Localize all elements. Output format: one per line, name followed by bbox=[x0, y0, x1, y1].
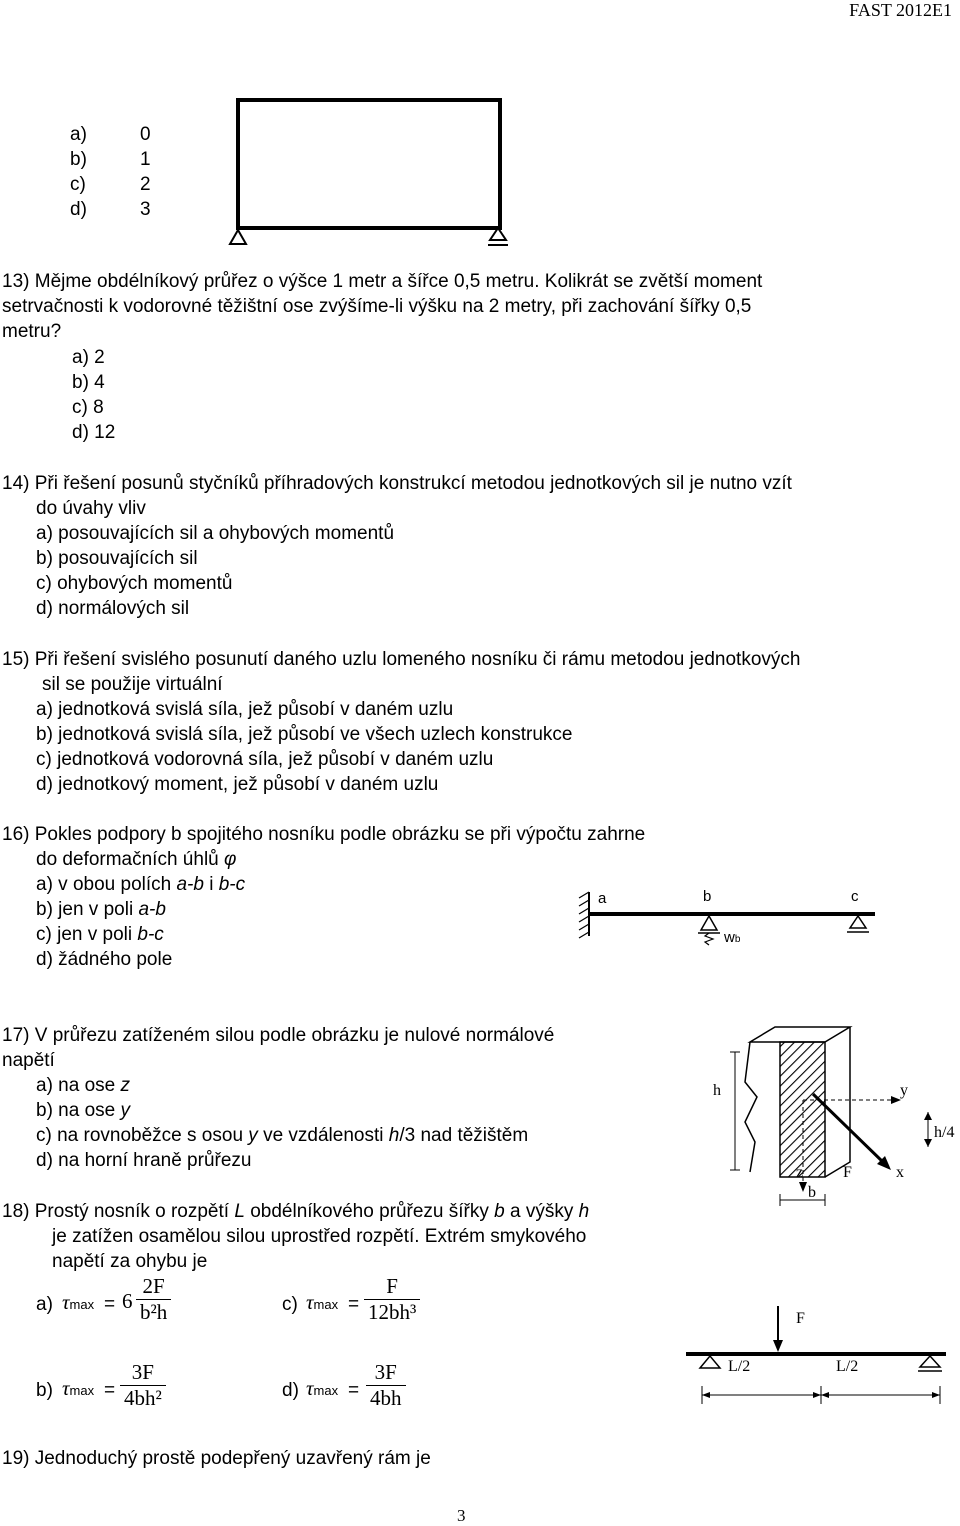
q18-line1: 18) Prostý nosník o rozpětí L obdélníkového průřezu šířky b a výšky h bbox=[2, 1201, 590, 1222]
q14-answer-a: a) posouvajících sil a ohybových momentů bbox=[36, 523, 395, 544]
q18-answer-d-den: 4bh bbox=[366, 1385, 406, 1411]
q13-answer-d: d) 12 bbox=[72, 422, 116, 443]
q18-label-L1: L/2 bbox=[728, 1358, 751, 1375]
q18-answer-b-num: 3F bbox=[131, 1360, 154, 1384]
page-number: 3 bbox=[457, 1506, 466, 1525]
q18-answer-b-fraction bbox=[120, 1360, 166, 1411]
q13-line1: 13) Mějme obdélníkový průřez o výšce 1 metr a šířce 0,5 metru. Kolikrát se zvětší moment bbox=[2, 271, 763, 292]
right-support-icon bbox=[920, 1356, 940, 1367]
q16-label-c: c bbox=[851, 888, 859, 905]
q17-label-h: h bbox=[713, 1082, 721, 1099]
q18-answer-a-num: 2F bbox=[142, 1274, 165, 1298]
q12-answer-c-letter: c) bbox=[70, 174, 86, 195]
q13-line3: metru? bbox=[2, 321, 62, 342]
wall-hatch bbox=[579, 892, 589, 938]
q16-answer-a: a) v obou polích a-b i b-c bbox=[36, 874, 246, 895]
q16-answer-b: b) jen v poli a-b bbox=[36, 899, 166, 920]
q14-line2: do úvahy vliv bbox=[36, 498, 146, 519]
q17-answer-b: b) na ose y bbox=[36, 1100, 130, 1121]
q15-line1: 15) Při řešení svislého posunutí daného uzlu lomeného nosníku či rámu metodou jednotkových bbox=[2, 649, 801, 670]
q17-label-z: z bbox=[796, 1164, 804, 1181]
q13-line2: setrvačnosti k vodorovné těžištní ose zvýšíme-li výšku na 2 metry, při zachování šířky 0,5 bbox=[2, 296, 752, 317]
closed-frame bbox=[238, 100, 500, 228]
member-right-edge bbox=[825, 1027, 850, 1177]
q18-answer-d-fraction bbox=[366, 1360, 406, 1411]
q19-line1: 19) Jednoduchý prostě podepřený uzavřený rám je bbox=[2, 1448, 431, 1469]
q18-answer-a-eq: = bbox=[104, 1294, 116, 1315]
q12-answer-a-letter: a) bbox=[70, 124, 87, 145]
q18-answer-a-coef: 6 bbox=[122, 1289, 133, 1313]
q15-answer-d: d) jednotkový moment, jež působí v daném uzlu bbox=[36, 774, 439, 795]
q18-line3: napětí za ohybu je bbox=[52, 1251, 208, 1272]
q13-answer-c: c) 8 bbox=[72, 397, 104, 418]
q16-answer-d: d) žádného pole bbox=[36, 949, 173, 970]
q18-answer-c-fraction bbox=[364, 1274, 420, 1325]
q18-answer-d-eq: = bbox=[348, 1380, 360, 1401]
q12-answer-b-value: 1 bbox=[140, 149, 151, 170]
q18-answer-c-letter: c) bbox=[282, 1294, 298, 1315]
q17-line1: 17) V průřezu zatíženém silou podle obrázku je nulové normálové bbox=[2, 1025, 555, 1046]
q18-answer-d-tau: τmax bbox=[306, 1376, 339, 1400]
q16-answer-c: c) jen v poli b-c bbox=[36, 924, 164, 945]
q12-answer-a-value: 0 bbox=[140, 124, 151, 145]
q18-answer-d-num: 3F bbox=[374, 1360, 397, 1384]
q18-answer-c-num: F bbox=[386, 1274, 398, 1298]
q17-label-y: y bbox=[900, 1082, 908, 1099]
q17-label-x: x bbox=[896, 1164, 904, 1181]
q18-answer-b-letter: b) bbox=[36, 1380, 53, 1401]
q17-label-F: F bbox=[843, 1164, 852, 1181]
q15-line2: sil se použije virtuální bbox=[42, 674, 223, 695]
q16-line2: do deformačních úhlů φ bbox=[36, 849, 237, 870]
q12-answer-b-letter: b) bbox=[70, 149, 87, 170]
q17-answer-d: d) na horní hraně průřezu bbox=[36, 1150, 252, 1171]
header-code: FAST 2012E1 bbox=[849, 0, 952, 20]
q15-answer-a: a) jednotková svislá síla, jež působí v daném uzlu bbox=[36, 699, 454, 720]
q14-line1: 14) Při řešení posunů styčníků příhradových konstrukcí metodou jednotkových sil je nutno vzít bbox=[2, 473, 792, 494]
q18-answer-d-letter: d) bbox=[282, 1380, 299, 1401]
broken-member-side bbox=[745, 1042, 757, 1172]
q16-label-b: b bbox=[703, 888, 712, 905]
q18-answer-c-den: 12bh³ bbox=[364, 1299, 420, 1325]
q17-line2: napětí bbox=[2, 1050, 55, 1071]
q14-answer-c: c) ohybových momentů bbox=[36, 573, 233, 594]
q12-answer-c-value: 2 bbox=[140, 174, 151, 195]
q18-answer-b-eq: = bbox=[104, 1380, 116, 1401]
settlement-spring-icon bbox=[705, 933, 713, 945]
q18-answer-c-tau: τmax bbox=[306, 1290, 339, 1314]
q18-answer-b-den: 4bh² bbox=[120, 1385, 166, 1411]
q14-answer-b: b) posouvajících sil bbox=[36, 548, 198, 569]
support-b-icon bbox=[701, 916, 717, 930]
q12-answer-d-letter: d) bbox=[70, 199, 87, 220]
q12-frame-figure bbox=[222, 92, 522, 252]
q17-answer-c: c) na rovnoběžce s osou y ve vzdálenosti h/3 nad těžištěm bbox=[36, 1125, 529, 1146]
q16-label-a: a bbox=[598, 890, 607, 907]
q18-line2: je zatížen osamělou silou uprostřed rozpětí. Extrém smykového bbox=[52, 1226, 587, 1247]
q14-answer-d: d) normálových sil bbox=[36, 598, 190, 619]
q13-answer-b: b) 4 bbox=[72, 372, 105, 393]
q16-line1: 16) Pokles podpory b spojitého nosníku podle obrázku se při výpočtu zahrne bbox=[2, 824, 646, 845]
point-load-arrowhead-icon bbox=[773, 1340, 783, 1352]
q17-section-figure bbox=[705, 1022, 960, 1217]
q18-answer-a-letter: a) bbox=[36, 1294, 53, 1315]
q18-answer-a-den: b²h bbox=[136, 1299, 171, 1325]
q18-label-L2: L/2 bbox=[836, 1358, 859, 1375]
q17-answer-a: a) na ose z bbox=[36, 1075, 130, 1096]
q18-answer-a-fraction bbox=[136, 1274, 171, 1325]
q12-answer-d-value: 3 bbox=[140, 199, 151, 220]
q16-beam-figure bbox=[575, 888, 885, 958]
pinned-support-left bbox=[230, 230, 246, 244]
q17-label-h4: h/4 bbox=[934, 1124, 955, 1141]
q18-beam-figure bbox=[680, 1300, 955, 1415]
q15-answer-c: c) jednotková vodorovná síla, jež působí v daném uzlu bbox=[36, 749, 494, 770]
q18-label-F: F bbox=[796, 1310, 805, 1327]
q15-answer-b: b) jednotková svislá síla, jež působí ve všech uzlech konstrukce bbox=[36, 724, 573, 745]
z-axis-arrow-icon bbox=[799, 1182, 807, 1192]
left-support-icon bbox=[700, 1356, 720, 1368]
q17-label-b: b bbox=[808, 1184, 816, 1201]
support-c-icon bbox=[850, 916, 866, 928]
q16-label-wb: wb bbox=[724, 929, 741, 946]
q13-answer-a: a) 2 bbox=[72, 347, 105, 368]
q18-answer-c-eq: = bbox=[348, 1294, 360, 1315]
broken-member-body bbox=[750, 1027, 850, 1042]
q18-answer-a-tau: τmax bbox=[62, 1290, 95, 1314]
q18-answer-b-tau: τmax bbox=[62, 1376, 95, 1400]
